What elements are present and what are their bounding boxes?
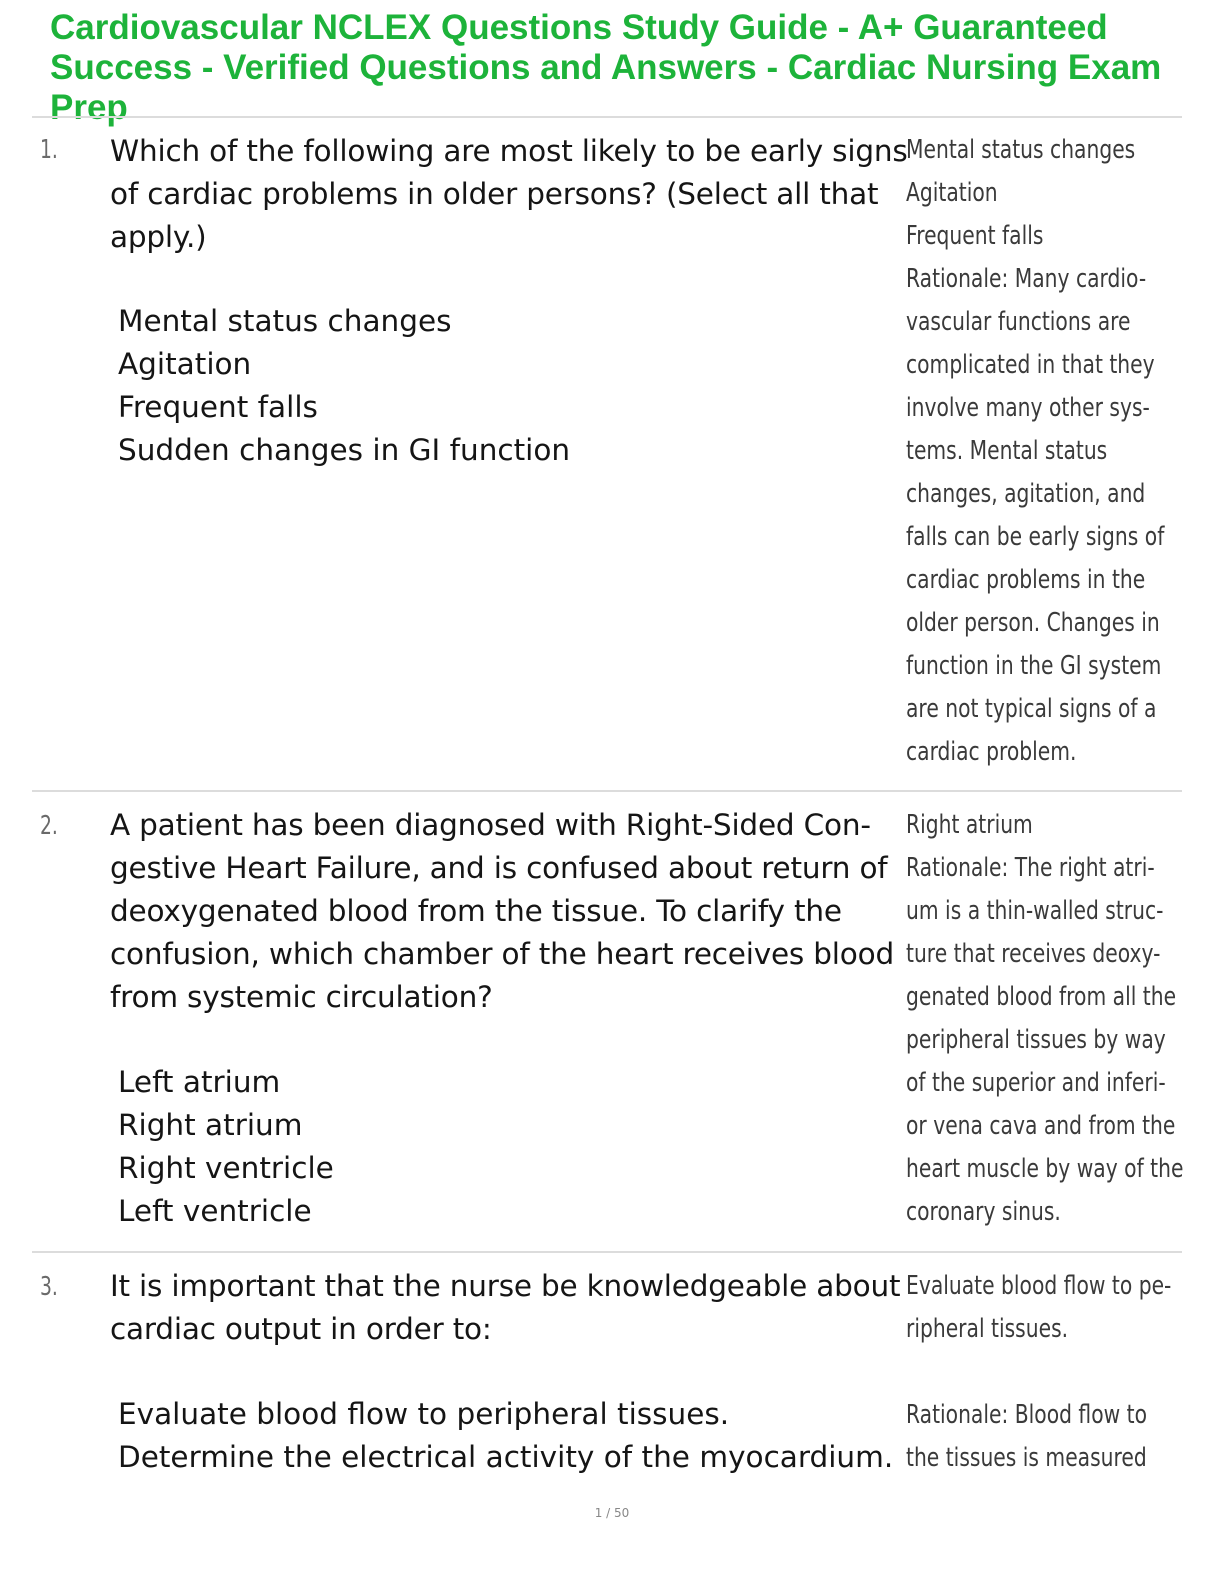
answer-rationale xyxy=(906,129,1206,774)
answer-line: genated blood from all the xyxy=(906,982,1177,1012)
answer-line: tems. Mental status xyxy=(906,436,1108,466)
question-text: A patient has been diagnosed with Right-Sided Con-gestive Heart Failure, and is confused about return of deoxygenated blood from the tissue. To clarify the confusion, which chamber of the heart receives blood from systemic circulation? xyxy=(110,808,895,1014)
answer-line: Right atrium xyxy=(906,810,1033,840)
option-item: Left atrium xyxy=(118,1065,281,1099)
option-item: Right atrium xyxy=(118,1108,303,1142)
option-item: Agitation xyxy=(118,347,252,381)
answer-line: the tissues is measured xyxy=(906,1443,1147,1473)
answer-line: peripheral tissues by way xyxy=(906,1025,1166,1055)
document-title: Cardiovascular NCLEX Questions Study Guide - A+ Guaranteed Success - Verified Questions and Answers - Cardiac Nursing Exam Prep xyxy=(50,8,1162,127)
divider xyxy=(32,1251,1182,1253)
divider xyxy=(32,790,1182,792)
answer-line: are not typical signs of a xyxy=(906,694,1157,724)
answer-line: Frequent falls xyxy=(906,221,1044,251)
answer-line: ripheral tissues. xyxy=(906,1314,1069,1344)
question-text: Which of the following are most likely to be early signs of cardiac problems in older persons? (Select all that apply.) xyxy=(110,134,908,254)
question-text: It is important that the nurse be knowledgeable about cardiac output in order to: xyxy=(110,1269,901,1346)
option-item: Right ventricle xyxy=(118,1151,334,1185)
answer-line: Rationale: Blood flow to xyxy=(906,1400,1147,1430)
answer-line: Rationale: Many cardio- xyxy=(906,264,1147,294)
answer-line xyxy=(906,1351,1140,1394)
answer-line: vascular functions are xyxy=(906,307,1131,337)
answer-line: older person. Changes in xyxy=(906,608,1160,638)
answer-line: falls can be early signs of xyxy=(906,522,1165,552)
answer-line: Agitation xyxy=(906,178,998,208)
option-item: Evaluate blood flow to peripheral tissues. xyxy=(118,1397,730,1431)
answer-line: Mental status changes xyxy=(906,135,1136,165)
option-list xyxy=(118,300,570,472)
option-item: Determine the electrical activity of the myocardium. xyxy=(118,1440,894,1474)
question-number: 2. xyxy=(40,811,58,841)
option-list xyxy=(118,1061,334,1233)
answer-line: cardiac problem. xyxy=(906,737,1077,767)
option-item: Sudden changes in GI function xyxy=(118,433,571,467)
question-number: 3. xyxy=(40,1272,58,1302)
answer-line: coronary sinus. xyxy=(906,1197,1061,1227)
answer-line: or vena cava and from the xyxy=(906,1111,1176,1141)
answer-line: ture that receives deoxy- xyxy=(906,939,1161,969)
option-item: Mental status changes xyxy=(118,304,452,338)
answer-line: complicated in that they xyxy=(906,350,1155,380)
answer-line: um is a thin-walled struc- xyxy=(906,896,1164,926)
answer-line: heart muscle by way of the xyxy=(906,1154,1184,1184)
page-number: 1 / 50 xyxy=(594,1506,630,1520)
answer-rationale xyxy=(906,804,1206,1234)
answer-line: involve many other sys- xyxy=(906,393,1150,423)
question-number: 1. xyxy=(40,135,58,165)
answer-line: cardiac problems in the xyxy=(906,565,1146,595)
answer-line: function in the GI system xyxy=(906,651,1162,681)
option-list xyxy=(118,1393,893,1479)
divider xyxy=(32,116,1182,118)
option-item: Frequent falls xyxy=(118,390,318,424)
answer-line: changes, agitation, and xyxy=(906,479,1146,509)
option-item: Left ventricle xyxy=(118,1194,312,1228)
answer-line: of the superior and inferi- xyxy=(906,1068,1166,1098)
answer-line: Rationale: The right atri- xyxy=(906,853,1155,883)
answer-line: Evaluate blood flow to pe- xyxy=(906,1271,1172,1301)
answer-rationale xyxy=(906,1265,1206,1480)
